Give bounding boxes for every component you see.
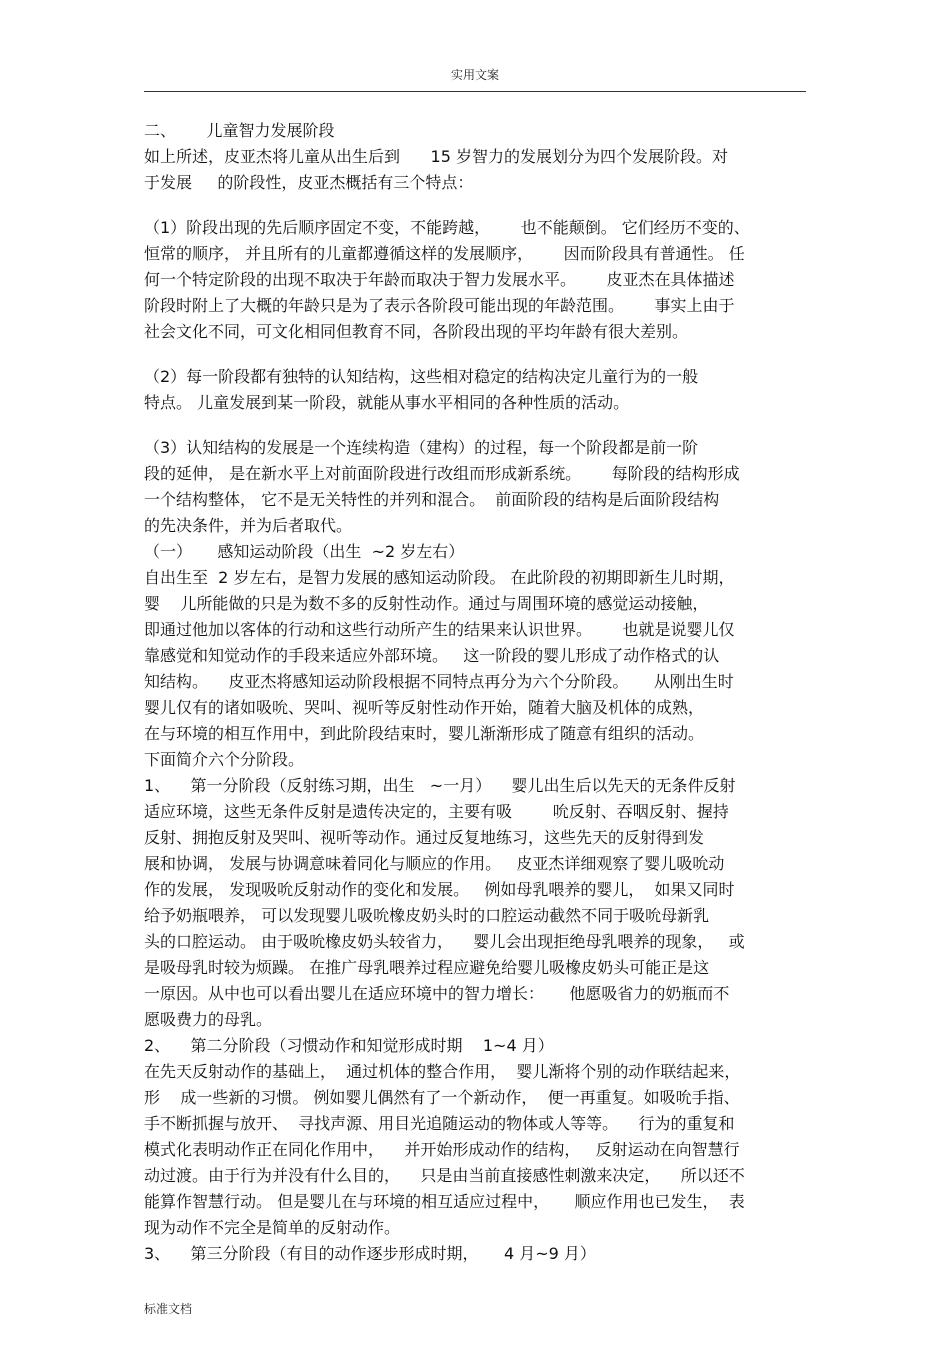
text-line: 反射、拥抱反射及哭叫、视听等动作。通过反复地练习，这些先天的反射得到发 [144,828,705,847]
text-line: 展和协调， 发展与协调意味着同化与顺应的作用。 皮亚杰详细观察了婴儿吸吮动 [144,854,725,873]
text-line: 何一个特定阶段的出现不取决于年龄而取决于智力发展水平。 皮亚杰在具体描述 [144,270,735,289]
text-line: 下面简介六个分阶段。 [144,750,305,769]
text-line: 一原因。从中也可以看出婴儿在适应环境中的智力增长： 他愿吸省力的奶瓶而不 [144,984,730,1003]
header-divider [144,91,806,92]
subsection-heading: 1、 第一分阶段（反射练习期，出生 ~一月） 婴儿出生后以先天的无条件反射 [144,776,736,795]
text-line: 手不断抓握与放开、 寻找声源、用目光追随运动的物体或人等等。 行为的重复和 [144,1114,735,1133]
text-line: 知结构。 皮亚杰将感知运动阶段根据不同特点再分为六个分阶段。 从刚出生时 [144,672,734,691]
text-line: 婴 儿所能做的只是为数不多的反射性动作。通过与周围环境的感觉运动接触， [144,594,709,613]
text-line: 如上所述，皮亚杰将儿童从出生后到 15 岁智力的发展划分为四个发展阶段。对 [144,147,728,166]
text-line: 恒常的顺序， 并且所有的儿童都遵循这样的发展顺序， 因而阶段具有普通性。 任 [144,244,745,263]
subsection-heading [144,1267,808,1293]
text-line: 阶段时附上了大概的年龄只是为了表示各阶段可能出现的年龄范围。 事实上由于 [144,296,735,315]
paragraph [144,364,808,416]
text-line: 动过渡。由于行为并没有什么目的， 只是由当前直接感性刺激来决定， 所以还不 [144,1166,745,1185]
text-line: 头的口腔运动。 由于吸吮橡皮奶头较省力， 婴儿会出现拒绝母乳喂养的现象， 或 [144,932,745,951]
text-line: 在与环境的相互作用中，到此阶段结束时，婴儿渐渐形成了随意有组织的活动。 [144,724,705,743]
text-line: 段的延伸， 是在新水平上对前面阶段进行改组而形成新系统。 每阶段的结构形成 [144,464,740,483]
section-heading: （一） 感知运动阶段（出生 ~2 岁左右） [144,542,465,561]
text-line: 作的发展， 发现吸吮反射动作的变化和发展。 例如母乳喂养的婴儿， 如果又同时 [144,880,735,899]
text-line: 于发展 的阶段性，皮亚杰概括有三个特点： [144,173,474,192]
text-line: 一个结构整体， 它不是无关特性的并列和混合。 前面阶段的结构是后面阶段结构 [144,490,720,509]
text-line: 的先决条件，并为后者取代。 [144,516,353,535]
text-line: 适应环境，这些无条件反射是遗传决定的，主要有吸 吮反射、吞咽反射、握持 [144,802,729,821]
text-line: 特点。 儿童发展到某一阶段，就能从事水平相同的各种性质的活动。 [144,393,630,412]
text-line: 能算作智慧行动。 但是婴儿在与环境的相互适应过程中， 顺应作用也已发生， 表 [144,1192,745,1211]
paragraph [144,215,808,345]
text-line: 即通过他加以客体的行动和这些行动所产生的结果来认识世界。 也就是说婴儿仅 [144,620,735,639]
text-line: （3）认知结构的发展是一个连续构造（建构）的过程，每一个阶段都是前一阶 [144,438,699,457]
text-line: 给予奶瓶喂养， 可以发现婴儿吸吮橡皮奶头时的口腔运动截然不同于吸吮母新乳 [144,906,710,925]
page-footer: 标准文档 [144,1302,193,1316]
text-line: 形 成一些新的习惯。 例如婴儿偶然有了一个新动作， 便一再重复。如吸吮手指、 [144,1088,740,1107]
paragraph [144,118,808,196]
text-line: 2、 第二分阶段（习惯动作和知觉形成时期 1~4 月） [144,1036,554,1055]
subsection-heading: 在先天反射动作的基础上， 通过机体的整合作用， 婴儿渐将个别的动作联结起来， [144,1062,741,1081]
text-line: 是吸母乳时较为烦躁。 在推广母乳喂养过程应避免给婴儿吸橡皮奶头可能正是这 [144,958,710,977]
text-line: 社会文化不同，可文化相同但教育不同，各阶段出现的平均年龄有很大差别。 [144,322,689,341]
paragraph-gap [144,416,808,435]
paragraph-gap [144,196,808,215]
text-line: 自出生至 2 岁左右，是智力发展的感知运动阶段。 在此阶段的初期即新生儿时期， [144,568,735,587]
text-line: 二、 儿童智力发展阶段 [144,121,335,140]
text-line: 靠感觉和知觉动作的手段来适应外部环境。 这一阶段的婴儿形成了动作格式的认 [144,646,720,665]
text-line: 婴儿仅有的诸如吸吮、哭叫、视听等反射性动作开始，随着大脑及机体的成熟， [144,698,705,717]
text-line: 愿吸费力的母乳。 [144,1010,273,1029]
text-line: 现为动作不完全是简单的反射动作。 [144,1218,401,1237]
text-line: （2）每一阶段都有独特的认知结构，这些相对稳定的结构决定儿童行为的一般 [144,367,699,386]
text-line: 3、 第三分阶段（有目的动作逐步形成时期， 4 月~9 月） [144,1244,596,1263]
document-body [144,118,808,1293]
paragraph-gap [144,345,808,364]
page-header: 实用文案 [450,68,499,82]
text-line: （1）阶段出现的先后顺序固定不变，不能跨越， 也不能颠倒。 它们经历不变的、 [144,218,750,237]
text-line: 模式化表明动作正在同化作用中， 并开始形成动作的结构， 反射运动在向智慧行 [144,1140,740,1159]
paragraph [144,435,808,1293]
